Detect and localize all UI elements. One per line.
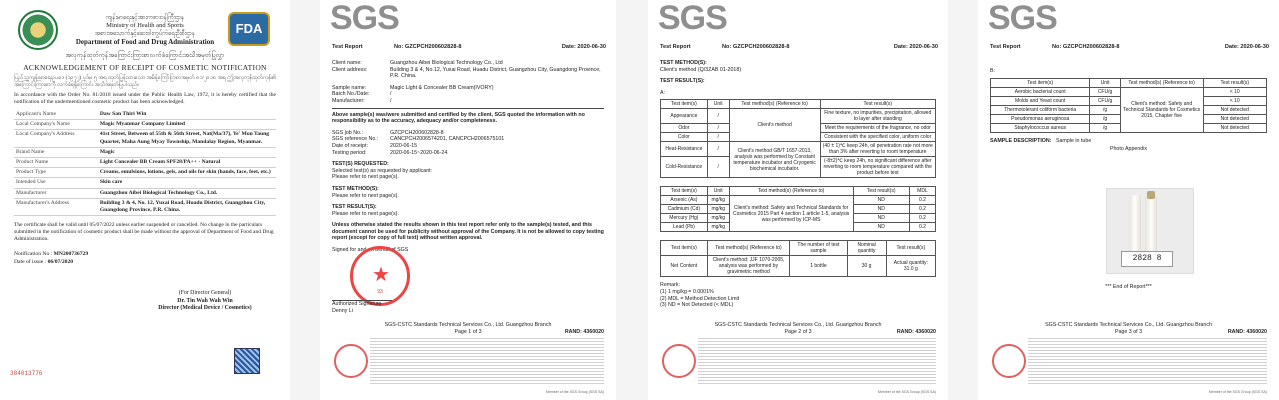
cell: Client's method: Safety and Technical Standards for Cosmetics 2015 Part 4 section 1 article 1-5, analysis was performed by ICP-MS xyxy=(729,196,853,232)
cell: Lead (Pb) xyxy=(661,223,708,232)
cert-field-value: Daw San Thiri Win xyxy=(98,110,276,120)
testing-period: 2020-06-15~2020-06-24 xyxy=(390,149,448,156)
cert-field-value: Magic Myanmar Company Limited xyxy=(98,120,276,130)
rand-code: RAND: 4360020 xyxy=(564,328,604,335)
page-number: Page 2 of 3 xyxy=(784,328,812,335)
cert-field-row xyxy=(14,120,276,130)
cell: ND xyxy=(853,196,909,205)
cert-serial: 384013776 xyxy=(10,370,43,377)
client-name: Guangzhou Aibei Biological Technology Co., Ltd xyxy=(390,60,503,66)
cert-fields-table xyxy=(14,110,276,216)
manufacturer-label: Manufacturer: xyxy=(332,97,365,104)
page-gap xyxy=(948,0,978,400)
test-result-heading: TEST RESULT(S): xyxy=(660,78,705,85)
sign-name: Dr. Tin Wah Wah Win xyxy=(177,297,233,304)
cell: Appearance xyxy=(661,109,708,124)
cell: Client's method GB/T 1657-2013, analysis was performed by Constant temperature incubator and Cryogenic biochemical incubator. xyxy=(729,142,820,178)
table-header: Test method(s) (Reference to) xyxy=(707,241,790,256)
rand-code: RAND: 4360020 xyxy=(1227,328,1267,335)
cell: CFU/g xyxy=(1090,96,1120,105)
cert-field-row xyxy=(14,147,276,157)
rand-code: RAND: 4360020 xyxy=(896,328,936,335)
test-method-heading: TEST METHOD(S): xyxy=(660,60,707,66)
remark-line: (2) MDL = Method Detection Limit xyxy=(660,295,740,302)
cell: Color xyxy=(661,133,708,142)
test-report-label: Test Report xyxy=(332,44,363,50)
sample-desc-label: SAMPLE DESCRIPTION: xyxy=(990,137,1052,144)
cert-field-label: Applicant's Name xyxy=(14,110,98,120)
cert-field-label: Product Type xyxy=(14,168,98,178)
tube-icon xyxy=(1129,195,1141,259)
cell: Thermotolerant coliform bacteria xyxy=(991,105,1090,114)
table-header: The number of test sample xyxy=(790,241,847,256)
test-method-text: Please refer to next page(s). xyxy=(332,192,399,199)
cert-field-label: Intended Use xyxy=(14,178,98,188)
cell: 0.2 xyxy=(909,196,935,205)
report-date: Date: 2020-06-30 xyxy=(893,44,938,50)
member-note: Member of the SGS Group (SGS SA) xyxy=(878,390,936,394)
fine-print xyxy=(370,338,604,386)
date-issue: 06/07/2020 xyxy=(47,258,74,265)
cert-field-value: Guangzhou Aibei Biological Technology Co., Ltd. xyxy=(98,188,276,198)
test-method-text: Client's method (Q/3ZAB 01-2018) xyxy=(660,66,742,73)
fine-print xyxy=(1028,338,1267,386)
date-label: Date of issue : xyxy=(14,258,47,265)
report-header xyxy=(332,44,606,50)
authorized-label: Authorized Signature xyxy=(332,301,382,307)
cell: Consistent with the specified color, uniform color xyxy=(820,133,936,142)
cert-field-row xyxy=(14,110,276,120)
page-gap xyxy=(616,0,648,400)
report-footer xyxy=(332,322,604,335)
cert-field-label: Manufacturer xyxy=(14,188,98,198)
net-content-table xyxy=(660,240,936,277)
sample-desc: Sample in tube xyxy=(1055,137,1092,144)
fine-print xyxy=(698,338,936,386)
cell: /g xyxy=(1090,105,1120,114)
cell: Actual quantity: 31.0 g xyxy=(886,256,935,277)
report-date: Date: 2020-06-30 xyxy=(561,44,606,50)
ministry-seal-icon xyxy=(18,10,58,50)
sgs-ref-label: SGS reference No.: xyxy=(332,136,379,143)
cell: < 10 xyxy=(1203,96,1266,105)
sgs-logo: SGS xyxy=(988,0,1057,37)
table-row xyxy=(991,87,1267,96)
tests-requested-2: Please refer to next page(s). xyxy=(332,174,399,181)
table-header: Test item(s) xyxy=(661,100,708,109)
report-no: No: GZCPCH200602828-8 xyxy=(394,44,462,50)
cert-field-label: Manufacturer's Address xyxy=(14,198,98,215)
report-header xyxy=(990,44,1269,50)
table-header: Test result(s) xyxy=(820,100,936,109)
cert-field-value: Building 3 & 4, No. 12, Yuxai Road, Huadu District, Guangzhou City, Guangdong Province, P.R. China. xyxy=(98,198,276,215)
cell: (-8±2)℃ keep 24h, no significant difference after reverting to room temperature compared with the product before test xyxy=(820,157,936,178)
footer-stamp-icon xyxy=(334,344,368,378)
sgs-report-page-3 xyxy=(978,0,1279,400)
cert-title: ACKNOWLEDGEMENT OF RECEIPT OF COSMETIC NOTIFICATION xyxy=(23,63,267,72)
sgs-job: GZCPCH200602828-8 xyxy=(390,129,444,136)
cert-field-label: Local Company's Name xyxy=(14,120,98,130)
cell: 0.2 xyxy=(909,223,935,232)
cell: / xyxy=(707,157,729,178)
tube-icon xyxy=(1145,195,1157,255)
cert-field-row xyxy=(14,130,276,147)
cell: mg/kg xyxy=(707,196,729,205)
cert-field-value: 41st Street, Between of 55th & 56th Street, Nat(Ma/37), Ye' Mon Taung Quarter, Maha Aung Myay Township, Mandalay Region, Myanmar. xyxy=(98,130,276,147)
table-row xyxy=(661,142,936,157)
test-result-text: Please refer to next page(s). xyxy=(332,210,399,217)
authorized-block xyxy=(332,300,392,314)
cert-field-value: Magic xyxy=(98,147,276,157)
notif-no: MN200736729 xyxy=(53,251,89,258)
cell: ND xyxy=(853,205,909,214)
cell: /g xyxy=(1090,123,1120,132)
testing-label: Testing period: xyxy=(332,149,367,156)
page-number: Page 1 of 3 xyxy=(454,328,482,335)
report-date: Date: 2020-06-30 xyxy=(1224,44,1269,50)
report-body xyxy=(990,68,1267,153)
fda-logo-icon: FDA xyxy=(228,12,270,46)
certificate-page xyxy=(0,0,290,400)
cell: /g xyxy=(1090,114,1120,123)
cert-field-row xyxy=(14,188,276,198)
test-method-heading: TEST METHOD(S): xyxy=(332,185,379,192)
cert-field-label: Local Company's Address xyxy=(14,130,98,147)
test-result-heading: TEST RESULT(S): xyxy=(332,204,377,211)
section-b: B: xyxy=(990,68,996,74)
table-header: Test result(s) xyxy=(853,187,909,196)
sgs-logo: SGS xyxy=(330,0,399,37)
cert-validity: The certificate shall be valid until 05/07/2022 unless earlier suspended or cancelled. No change in the particulars submitted in the notification of cosmetic product shall be made without the approval of Department of Food and Drug Administration. xyxy=(14,222,274,243)
tests-requested-heading: TEST(S) REQUESTED: xyxy=(332,161,389,168)
cell: ND xyxy=(853,214,909,223)
cell: (40 ± 1)℃ keep 24h, oil penetration rate not more than 3% after reverting to room temperature xyxy=(820,142,936,157)
cell: Arsenic (As) xyxy=(661,196,708,205)
client-address: Building 3 & 4, No.12, Yuxai Road, Huadu District, Guangzhou City, Guangdong Province, P.R. China. xyxy=(390,66,601,80)
table-header: Unit xyxy=(707,187,729,196)
table-header: Test method(s) (Reference to) xyxy=(729,187,853,196)
batch-label: Batch No./Date: xyxy=(332,91,370,98)
table-header: Test method(s) (Reference to) xyxy=(729,100,820,109)
sgs-report-page-1 xyxy=(320,0,616,400)
signed-on-behalf: Signed for and on behalf of SGS xyxy=(332,247,409,254)
cell: mg/kg xyxy=(707,214,729,223)
cell: Staphylococcus aureus xyxy=(991,123,1090,132)
report-no: No: GZCPCH200602828-8 xyxy=(1052,44,1120,50)
sgs-ref: CANCPCH2006574201, CANCPCH2006575101 xyxy=(390,136,505,143)
footer-company: SGS-CSTC Standards Technical Services Co., Ltd. Guangzhou Branch xyxy=(384,322,552,328)
ministry-my: ကျန်းမာရေးနှင့်အားကစားဝန်ကြီးဌာန xyxy=(105,15,185,21)
client-name-label: Client name: xyxy=(332,60,362,66)
cell: < 10 xyxy=(1203,87,1266,96)
cert-field-value: Skin care xyxy=(98,178,276,188)
report-footer xyxy=(660,322,936,335)
ministry-en: Ministry of Health and Sports xyxy=(106,22,184,29)
sgs-report-page-2 xyxy=(648,0,948,400)
cert-intro: In accordance with the Order No. 81/2018 issued under the Public Health Law, 1972, it is hereby certified that the notification of the undermentioned cosmetic product has been acknowledged. xyxy=(14,92,276,105)
member-note: Member of the SGS Group (SGS SA) xyxy=(1209,390,1267,394)
photo-label: 2828 8 xyxy=(1121,251,1173,267)
manufacturer-value: / xyxy=(390,97,392,104)
sign-title: Director (Medical Device / Cosmetics) xyxy=(158,305,252,311)
test-report-label: Test Report xyxy=(660,44,691,50)
signature-block xyxy=(130,290,280,313)
sample-name: Magic Light & Concealer BB Cream(IVORY) xyxy=(390,84,494,91)
cell: Client's method: JJF 1070-2005, analysis was performed by gravimetric method xyxy=(707,256,790,277)
page-gap xyxy=(290,0,320,400)
table-header: Test result(s) xyxy=(886,241,935,256)
cell: 1 bottle xyxy=(790,256,847,277)
cap-icon xyxy=(1147,191,1155,199)
sgs-logo: SGS xyxy=(658,0,727,37)
cell: Not detected xyxy=(1203,114,1266,123)
notif-label: Notification No : xyxy=(14,251,53,258)
cert-field-label: Product Name xyxy=(14,158,98,168)
cert-intro-my: ပြည်သူ့ကျန်းမာရေးဥပဒေ (၁၉၇၂) ပုဒ်မ ၅ အရ ထုတ်ပြန်ထားသော အမိန့်ကြော်ငြာစာအမှတ် ၈၁/၂၀၁၈ အရ ဤအလှကုန်ထုတ်ကုန်၏ အကြောင်းကြားစာကို လက်ခံရရှိကြောင်း အသိအမှတ်ပြုပါသည်။ xyxy=(14,75,276,88)
dept-my: အစားအသောက်နှင့်ဆေးဝါးကွပ်ကဲရေးဦးစီးဌာန xyxy=(94,31,196,37)
table-header: Test item(s) xyxy=(661,241,708,256)
physical-tests-table xyxy=(660,99,936,178)
cell: Cold-Resistance xyxy=(661,157,708,178)
heavy-metals-table xyxy=(660,186,936,232)
cert-field-row xyxy=(14,168,276,178)
cell: Client's method: Safety and Technical Standards for Cosmetics 2015, Chapter five xyxy=(1120,87,1203,132)
notification-block xyxy=(14,251,276,266)
report-footer xyxy=(990,322,1267,335)
footer-stamp-icon xyxy=(662,344,696,378)
page-number: Page 3 of 3 xyxy=(1114,328,1143,335)
cell: 0.2 xyxy=(909,214,935,223)
stamp-number: 93 xyxy=(377,289,383,295)
above-statement: Above sample(s) was/were submitted and certified by the client, SGS quoted the information with no responsibility as to the accuracy, adequacy and/or completeness. xyxy=(332,111,585,125)
cell: / xyxy=(707,133,729,142)
cert-field-row xyxy=(14,198,276,215)
cert-field-label: Brand Name xyxy=(14,147,98,157)
qr-code-icon xyxy=(234,348,260,374)
section-a: A: xyxy=(660,89,666,96)
table-header: Test result(s) xyxy=(1203,78,1266,87)
receipt-date: 2020-06-15 xyxy=(390,142,418,149)
cell: Meet the requirements of the fragrance, no odor xyxy=(820,124,936,133)
report-body xyxy=(660,60,936,309)
cell: / xyxy=(707,124,729,133)
table-row xyxy=(661,196,936,205)
table-header: Test method(s) (Reference to) xyxy=(1120,78,1203,87)
cell: mg/kg xyxy=(707,223,729,232)
cell: Client's method xyxy=(729,109,820,142)
remark-line: (1) 1 mg/kg = 0.0001% xyxy=(660,288,714,295)
test-report-label: Test Report xyxy=(990,44,1021,50)
table-header: Test item(s) xyxy=(991,78,1090,87)
cell: Aerobic bacterial count xyxy=(991,87,1090,96)
cell: Molds and Yeast count xyxy=(991,96,1090,105)
cell: Odor xyxy=(661,124,708,133)
cell: 0.2 xyxy=(909,205,935,214)
footer-stamp-icon xyxy=(992,344,1026,378)
sgs-job-label: SGS job No.: xyxy=(332,129,363,136)
cell: Heat-Resistance xyxy=(661,142,708,157)
cert-title-my: အလှကုန်ထုတ်ကုန်အကြောင်းကြားစာလက်ခံကြောင်းအသိအမှတ်ပြုလွှာ xyxy=(65,53,225,59)
report-body xyxy=(332,60,604,254)
signer-name: Denny Li xyxy=(332,307,353,314)
client-address-label: Client address: xyxy=(332,66,368,73)
cell: mg/kg xyxy=(707,205,729,214)
report-no: No: GZCPCH200602828-8 xyxy=(722,44,790,50)
sample-photo xyxy=(1106,188,1194,274)
remark-heading: Remark: xyxy=(660,282,681,289)
table-row xyxy=(661,109,936,124)
footer-company: SGS-CSTC Standards Technical Services Co., Ltd. Guangzhou Branch xyxy=(714,322,882,328)
batch-value: / xyxy=(390,91,392,98)
table-header: Unit xyxy=(1090,78,1120,87)
cell: CFU/g xyxy=(1090,87,1120,96)
footer-company: SGS-CSTC Standards Technical Services Co., Ltd. Guangzhou Branch xyxy=(1045,322,1212,328)
tests-requested-1: Selected test(s) as requested by applicant: xyxy=(332,167,433,174)
cell: 30 g xyxy=(847,256,886,277)
table-row xyxy=(661,256,936,277)
cert-field-value: Creams, emulsions, lotions, gels, and oils for skin (hands, face, feet, etc.) xyxy=(98,168,276,178)
receipt-label: Date of receipt: xyxy=(332,142,368,149)
remark-line: (3) ND = Not Detected (< MDL) xyxy=(660,302,734,309)
cell: / xyxy=(707,109,729,124)
table-header: Test item(s) xyxy=(661,187,708,196)
dept-en: Department of Food and Drug Administration xyxy=(75,38,215,46)
sample-name-label: Sample name: xyxy=(332,84,367,91)
table-header: Nominal quantity xyxy=(847,241,886,256)
cell: Fine texture, no impurities, precipitation, allowed to layer after standing xyxy=(820,109,936,124)
sign-role: (For Director General) xyxy=(178,290,232,296)
cell: ND xyxy=(853,223,909,232)
cert-field-value: Light Concealer BB Cream SPF28/PA++ - Natural xyxy=(98,158,276,168)
cell: / xyxy=(707,142,729,157)
cert-field-row xyxy=(14,178,276,188)
member-note: Member of the SGS Group (SGS SA) xyxy=(546,390,604,394)
table-header: Unit xyxy=(707,100,729,109)
cert-field-row xyxy=(14,158,276,168)
cell: Net Content xyxy=(661,256,708,277)
report-header xyxy=(660,44,938,50)
end-of-report: *** End of Report*** xyxy=(1105,284,1152,290)
cell: Pseudomonas aeruginosa xyxy=(991,114,1090,123)
photo-title: Photo Appendix xyxy=(1109,146,1148,153)
microbiology-table xyxy=(990,78,1267,133)
cell: Not detected xyxy=(1203,123,1266,132)
sgs-stamp-icon: ★ 93 xyxy=(350,246,410,306)
cell: Mercury (Hg) xyxy=(661,214,708,223)
cell: Cadmium (Cd) xyxy=(661,205,708,214)
table-header: MDL xyxy=(909,187,935,196)
unless-statement: Unless otherwise stated the results shown in this test report refer only to the sample(s) tested, and this document cannot be used for publicity without approval of the Company. It is not be allowed to copy testing report (except for copy of full text) without written approval. xyxy=(332,222,604,242)
cell: Not detected xyxy=(1203,105,1266,114)
